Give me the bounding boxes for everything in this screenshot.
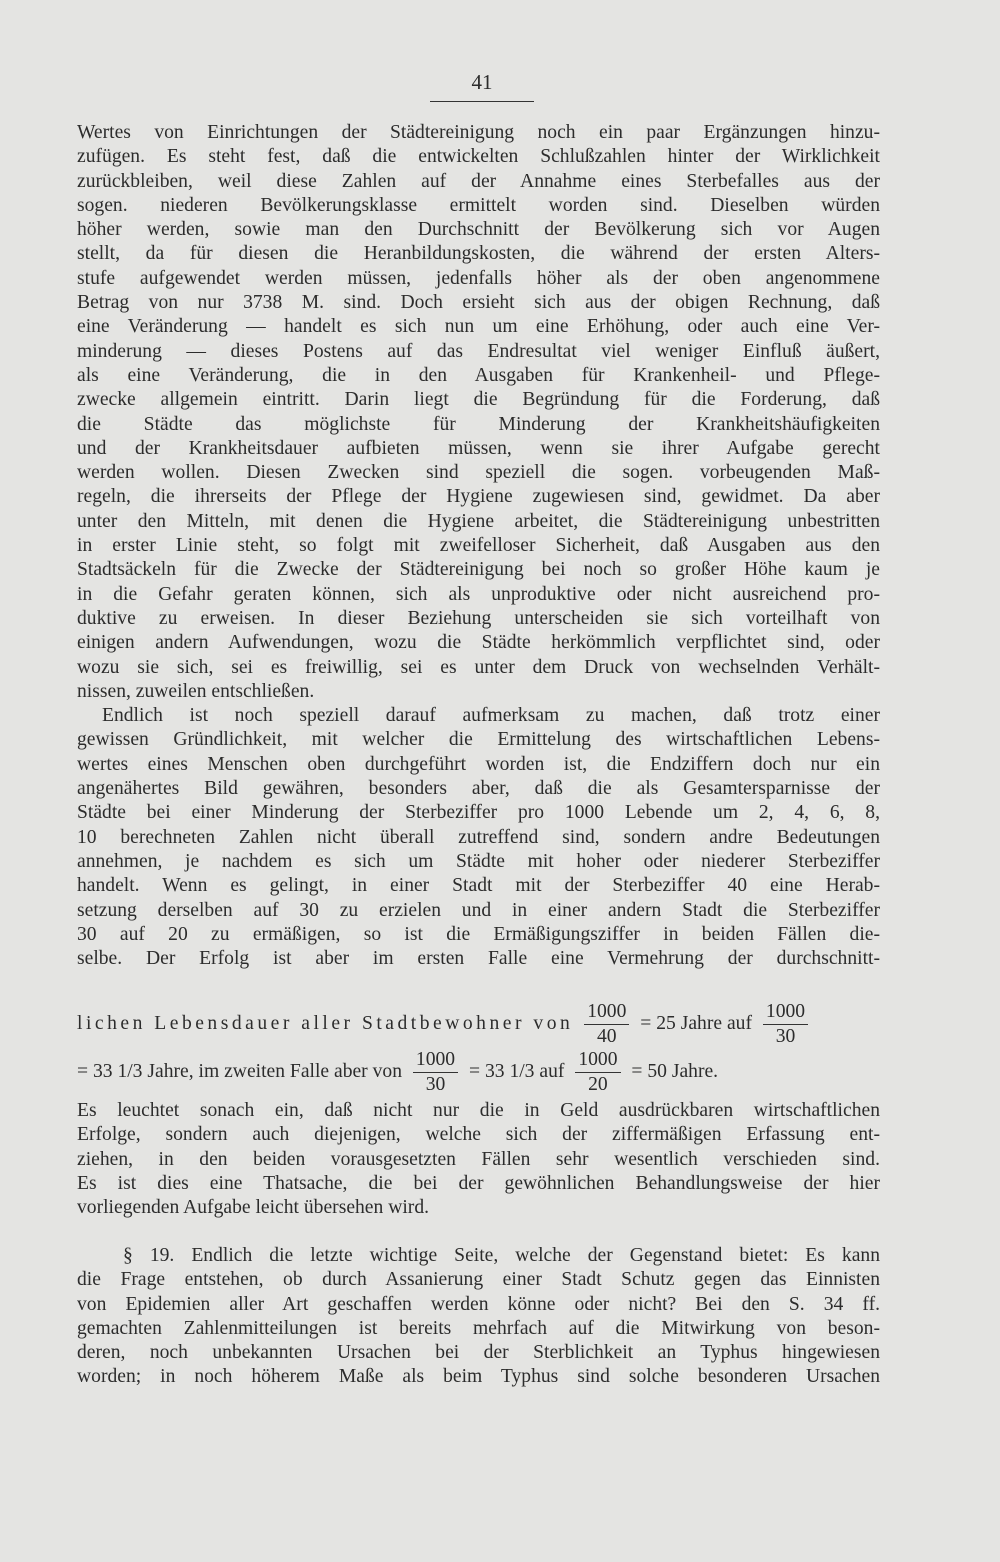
- text-line: die Frage entstehen, ob durch Assanierung einer Stadt Schutz gegen das Einnisten: [77, 1269, 880, 1291]
- text-line: in erster Linie steht, so folgt mit zweifelloser Sicherheit, daß Ausgaben aus den: [77, 535, 880, 557]
- text-line: ziehen, in den beiden vorausgesetzten Fällen sehr wesentlich verschieden sind.: [77, 1148, 880, 1170]
- fraction-numerator: 1000: [584, 1000, 629, 1025]
- fraction-numerator: 1000: [575, 1048, 620, 1073]
- text-line: Städte bei einer Minderung der Sterbeziffer pro 1000 Lebende um 2, 4, 6, 8,: [77, 802, 880, 824]
- fraction: [575, 1048, 620, 1097]
- text-line: und der Krankheitsdauer aufbieten müssen, wenn sie ihrer Aufgabe gerecht: [77, 437, 880, 459]
- text-line: zwecke allgemein eintritt. Darin liegt die Begründung für die Forderung, daß: [77, 389, 880, 411]
- text-line: zufügen. Es steht fest, daß die entwickelten Schlußzahlen hinter der Wirklichkeit: [77, 146, 880, 168]
- text-line: Erfolge, sondern auch diejenigen, welche sich der ziffermäßigen Erfassung ent-: [77, 1124, 880, 1146]
- text-line: zurückbleiben, weil diese Zahlen auf der Annahme eines Sterbefalles aus der: [77, 170, 880, 192]
- fraction-denominator: 20: [588, 1074, 608, 1095]
- text-line: stufe aufgewendet werden müssen, jedenfalls höher als der oben angenommene: [77, 267, 880, 289]
- text-line: als eine Veränderung, die in den Ausgaben für Krankenheil- und Pflege-: [77, 364, 880, 386]
- text-line: wertes eines Menschen oben durchgeführt worden ist, die Endziffern doch nur ein: [77, 753, 880, 775]
- formula-middle: = 33 1/3 auf: [469, 1061, 565, 1082]
- fraction-denominator: 30: [425, 1074, 446, 1095]
- text-line: unter den Mitteln, mit denen die Hygiene arbeitet, die Städtereinigung unbestritten: [77, 510, 880, 532]
- text-line: vorliegenden Aufgabe leicht übersehen wird.: [77, 1197, 430, 1219]
- text-line: setzung derselben auf 30 zu erzielen und in einer andern Stadt die Sterbeziffer: [77, 899, 880, 921]
- text-line: annehmen, je nachdem es sich um Städte mit hoher oder niederer Sterbeziffer: [77, 850, 880, 872]
- fraction-denominator: 40: [597, 1026, 617, 1047]
- text-line: selbe. Der Erfolg ist aber im ersten Falle eine Vermehrung der durchschnitt-: [77, 948, 880, 970]
- text-line: 30 auf 20 zu ermäßigen, so ist die Ermäßigungsziffer in beiden Fällen die-: [77, 923, 880, 945]
- formula-line-1: [77, 1000, 880, 1049]
- paragraph-block-1: [77, 121, 880, 971]
- text-line: sogen. niederen Bevölkerungsklasse ermittelt worden sind. Dieselben würden: [77, 194, 880, 216]
- text-line: gewissen Gründlichkeit, mit welcher die Ermittelung des wirtschaftlichen Lebens-: [77, 729, 880, 751]
- formula-line-2: [77, 1048, 880, 1097]
- text-line: nissen, zuweilen entschließen.: [77, 680, 315, 702]
- page-number: 41: [430, 70, 534, 102]
- paragraph-block-2: [77, 1099, 880, 1220]
- text-line: handelt. Wenn es gelingt, in einer Stadt mit der Sterbeziffer 40 eine Herab-: [77, 875, 880, 897]
- fraction-numerator: 1000: [413, 1048, 458, 1073]
- text-line: deren, noch unbekannten Ursachen bei der Sterblichkeit an Typhus hingewiesen: [77, 1342, 880, 1364]
- text-line: angenähertes Bild gewähren, besonders aber, daß die als Gesamtersparnisse der: [77, 778, 880, 800]
- text-line: duktive zu erweisen. In dieser Beziehung unterscheiden sie sich vorteilhaft von: [77, 607, 880, 629]
- text-line: Es leuchtet sonach ein, daß nicht nur die in Geld ausdrückbaren wirtschaftlichen: [77, 1100, 880, 1121]
- formula-suffix: = 50 Jahre.: [631, 1061, 719, 1082]
- text-line: 10 berechneten Zahlen nicht überall zutreffend sind, sondern andre Bedeutungen: [77, 826, 880, 848]
- text-line: eine Veränderung — handelt es sich nun um eine Erhöhung, oder auch eine Ver-: [77, 316, 880, 338]
- text-line: minderung — dieses Postens auf das Endresultat viel weniger Einfluß äußert,: [77, 340, 880, 362]
- text-line: in die Gefahr geraten können, sich als unproduktive oder nicht ausreichend pro-: [77, 583, 880, 605]
- fraction: [413, 1048, 458, 1097]
- fraction: [584, 1000, 629, 1049]
- text-line: höher werden, sowie man den Durchschnitt der Bevölkerung sich vor Augen: [77, 219, 880, 241]
- fraction: [763, 1000, 808, 1049]
- paragraph-block-3: [77, 1244, 880, 1390]
- text-line: Wertes von Einrichtungen der Städtereinigung noch ein paar Ergänzungen hinzu-: [77, 122, 880, 143]
- fraction-denominator: 30: [775, 1026, 796, 1047]
- text-line: gemachten Zahlenmitteilungen ist bereits mehrfach auf die Mitwirkung von beson-: [77, 1317, 880, 1339]
- formula-middle: = 25 Jahre auf: [640, 1013, 752, 1034]
- text-line: worden; in noch höherem Maße als beim Typhus sind solche besonderen Ursachen: [77, 1366, 880, 1388]
- text-line: § 19. Endlich die letzte wichtige Seite, welche der Gegenstand bietet: Es kann: [123, 1245, 880, 1266]
- text-line: Endlich ist noch speziell darauf aufmerksam zu machen, daß trotz einer: [102, 705, 880, 727]
- text-line: Stadtsäckeln für die Zwecke der Städtereinigung bei noch so großer Höhe kaum je: [77, 559, 880, 581]
- fraction-numerator: 1000: [763, 1000, 808, 1025]
- text-line: einigen andern Aufwendungen, wozu die Städte herkömmlich verpflichtet sind, oder: [77, 632, 880, 654]
- text-line: Betrag von nur 3738 M. sind. Doch ersieht sich aus der obigen Rechnung, daß: [77, 292, 880, 314]
- text-line: von Epidemien aller Art geschaffen werden könne oder nicht? Bei den S. 34 ff.: [77, 1293, 880, 1315]
- text-line: stellt, da für diesen die Heranbildungskosten, die während der ersten Alters-: [77, 243, 880, 265]
- formula-prefix: = 33 1/3 Jahre, im zweiten Falle aber von: [77, 1061, 402, 1082]
- formula-prefix: lichen Lebensdauer aller Stadtbewohner von: [77, 1013, 574, 1034]
- text-line: wozu sie sich, sei es freiwillig, sei es unter dem Druck von wechselnden Verhält-: [77, 656, 880, 678]
- text-line: Es ist dies eine Thatsache, die bei der gewöhnlichen Behandlungsweise der hier: [77, 1172, 880, 1194]
- text-line: regeln, die ihrerseits der Pflege der Hygiene zugewiesen sind, gewidmet. Da aber: [77, 486, 880, 508]
- text-line: die Städte das möglichste für Minderung der Krankheitshäufigkeiten: [77, 413, 880, 435]
- text-line: werden wollen. Diesen Zwecken sind speziell die sogen. vorbeugenden Maß-: [77, 462, 880, 484]
